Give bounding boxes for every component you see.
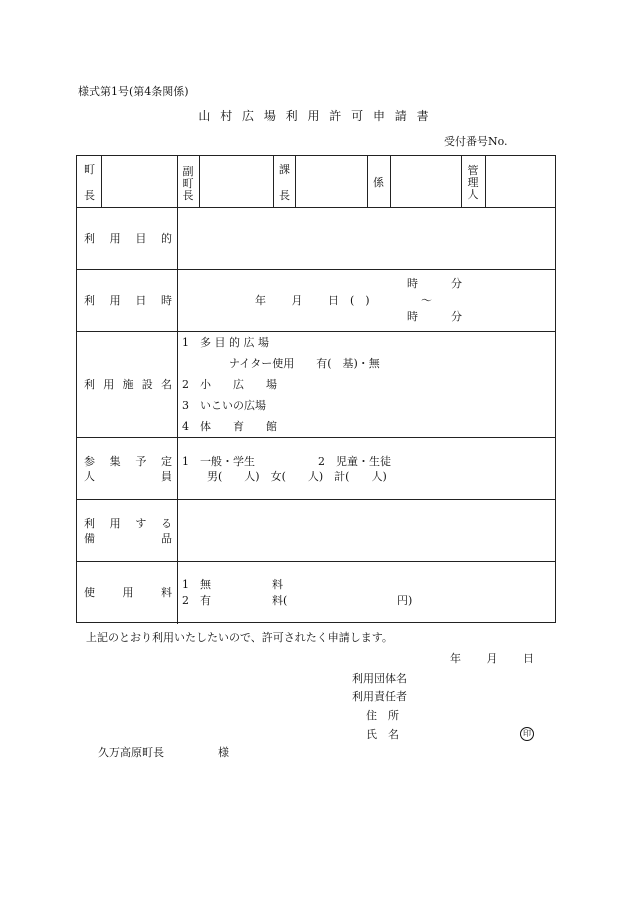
approval-divider — [390, 156, 391, 207]
fee-paid-open: 料( — [272, 594, 288, 607]
approval-divider — [199, 156, 200, 207]
approval-fukucho-label: 副 町 長 — [182, 165, 194, 202]
application-date-field[interactable]: 年 月 日 — [450, 652, 534, 665]
start-time-field[interactable]: 時 分 — [407, 277, 462, 290]
attendees-label-line1: 参 集 予 定 — [84, 455, 172, 468]
approval-kanrinin-label: 管 理 人 — [467, 164, 479, 201]
approval-cho-label-bottom: 長 — [84, 189, 95, 202]
fee-paid-option[interactable]: 2 有 — [182, 594, 211, 607]
facility-label: 利 用 施 設 名 — [84, 378, 172, 391]
approval-divider — [485, 156, 486, 207]
address-label: 住 所 — [366, 709, 399, 722]
facility-option-1[interactable]: 1 多 目 的 広 場 — [182, 336, 269, 349]
row-divider — [77, 331, 555, 332]
row-divider — [77, 207, 555, 208]
facility-option-4[interactable]: 4 体 育 館 — [182, 420, 277, 433]
attendees-label-line2: 人 員 — [84, 470, 172, 483]
night-use-option[interactable]: ナイター使用 有( 基)・無 — [229, 357, 380, 370]
approval-divider — [273, 156, 274, 207]
approval-kacho-label-top: 課 — [279, 163, 290, 176]
document-title: 山 村 広 場 利 用 許 可 申 請 書 — [198, 109, 432, 123]
row-divider — [77, 499, 555, 500]
row-divider — [77, 561, 555, 562]
approval-divider — [177, 156, 178, 207]
receipt-number-label: 受付番号No. — [444, 135, 508, 148]
attendees-count-fields[interactable]: 男( 人) 女( 人) 計( 人) — [207, 470, 387, 483]
row-divider — [77, 269, 555, 270]
fee-paid-yen: 円) — [397, 594, 413, 607]
organization-name-label: 利用団体名 — [352, 672, 407, 685]
time-range-tilde: 〜 — [421, 294, 432, 307]
approval-divider — [367, 156, 368, 207]
approval-kakari-label: 係 — [373, 176, 384, 189]
row-divider — [77, 437, 555, 438]
approval-divider — [295, 156, 296, 207]
fee-free-option[interactable]: 1 無 — [182, 578, 211, 591]
usage-date-field[interactable]: 年 月 日 ( ) — [255, 294, 370, 307]
approval-kacho-label-bottom: 長 — [279, 189, 290, 202]
application-form-table — [76, 155, 556, 623]
form-number: 様式第1号(第4条関係) — [78, 85, 189, 98]
facility-option-2[interactable]: 2 小 広 場 — [182, 378, 277, 391]
application-statement: 上記のとおり利用いたしたいので、許可されたく申請します。 — [86, 631, 393, 644]
fee-free-suffix: 料 — [272, 578, 283, 591]
approval-cho-label-top: 町 — [84, 163, 95, 176]
fee-label: 使 用 料 — [84, 586, 172, 599]
approval-divider — [101, 156, 102, 207]
responsible-person-label: 利用責任者 — [352, 690, 407, 703]
attendees-general-student[interactable]: 1 一般・学生 — [182, 455, 255, 468]
label-column-divider — [177, 207, 178, 624]
addressee-label: 久万高原町長 — [98, 746, 164, 759]
facility-option-3[interactable]: 3 いこいの広場 — [182, 399, 266, 412]
end-time-field[interactable]: 時 分 — [407, 310, 462, 323]
honorific-label: 様 — [218, 746, 229, 759]
purpose-label: 利 用 目 的 — [84, 232, 172, 245]
name-label: 氏 名 — [366, 728, 399, 741]
seal-mark-icon: 印 — [520, 727, 534, 741]
equipment-label-line2: 備 品 — [84, 532, 172, 545]
datetime-label: 利 用 日 時 — [84, 294, 172, 307]
approval-divider — [461, 156, 462, 207]
equipment-label-line1: 利 用 す る — [84, 517, 172, 530]
attendees-child-pupil[interactable]: 2 児童・生徒 — [318, 455, 391, 468]
